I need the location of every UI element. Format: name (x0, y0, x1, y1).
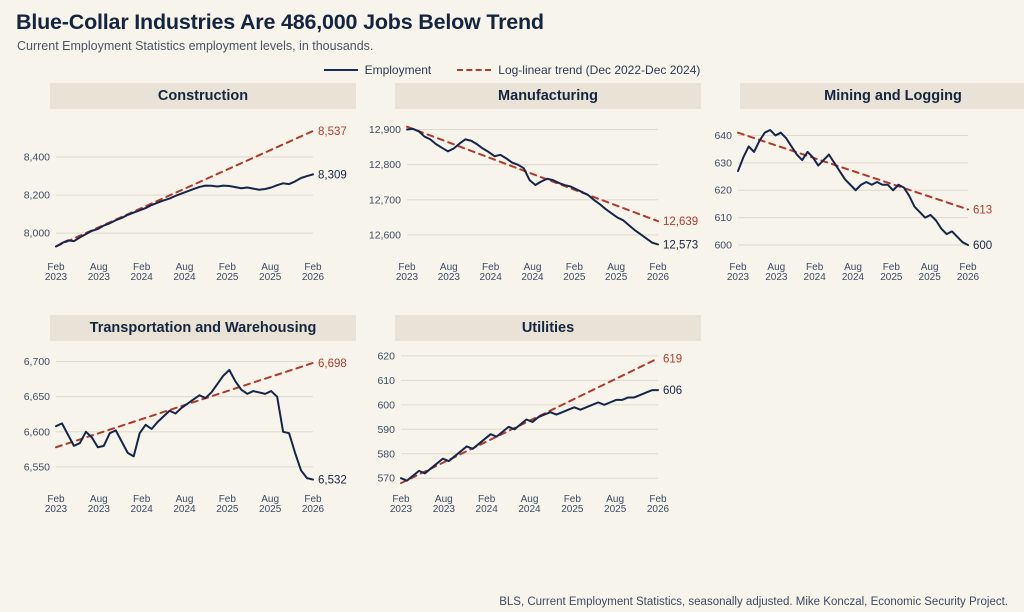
svg-text:Aug: Aug (175, 494, 194, 505)
svg-text:Aug: Aug (89, 494, 108, 505)
svg-text:610: 610 (714, 212, 732, 225)
svg-text:6,700: 6,700 (23, 356, 50, 369)
svg-text:Aug: Aug (261, 494, 280, 505)
svg-text:Feb: Feb (47, 494, 65, 505)
svg-text:590: 590 (377, 423, 395, 436)
page-title: Blue-Collar Industries Are 486,000 Jobs Below Trend (16, 10, 544, 34)
svg-text:2023: 2023 (87, 272, 110, 283)
svg-text:Aug: Aug (607, 262, 626, 273)
legend-item-trend (457, 63, 700, 77)
svg-text:2023: 2023 (726, 272, 750, 283)
svg-text:640: 640 (714, 129, 732, 142)
svg-text:Aug: Aug (767, 262, 786, 273)
panel-title-mining-and-logging: Mining and Logging (740, 83, 1024, 109)
svg-text:Feb: Feb (218, 494, 236, 505)
svg-text:2025: 2025 (880, 272, 903, 283)
svg-text:2025: 2025 (561, 504, 584, 515)
svg-text:2023: 2023 (87, 504, 110, 515)
svg-text:8,000: 8,000 (23, 227, 50, 240)
source-note: BLS, Current Employment Statistics, seasonally adjusted. Mike Konczal, Economic Security Project. (499, 596, 1008, 608)
svg-text:2024: 2024 (130, 272, 153, 283)
svg-text:6,600: 6,600 (23, 426, 50, 439)
svg-text:8,200: 8,200 (23, 189, 50, 202)
svg-text:Aug: Aug (520, 494, 539, 505)
svg-text:630: 630 (714, 157, 732, 170)
svg-text:Aug: Aug (175, 262, 194, 273)
svg-text:12,639: 12,639 (663, 216, 699, 229)
svg-text:Feb: Feb (47, 262, 65, 273)
svg-text:Feb: Feb (478, 494, 496, 505)
svg-text:2024: 2024 (475, 504, 498, 515)
panel-title-transportation-and-warehousing: Transportation and Warehousing (50, 315, 356, 341)
panel-utilities (359, 315, 704, 565)
svg-text:Feb: Feb (218, 262, 236, 273)
svg-text:2026: 2026 (301, 272, 325, 283)
svg-text:2025: 2025 (918, 272, 941, 283)
plot-transportation-and-warehousing (14, 343, 359, 518)
svg-text:600: 600 (973, 240, 993, 253)
svg-text:12,800: 12,800 (368, 159, 401, 172)
svg-text:580: 580 (377, 448, 395, 461)
svg-text:12,700: 12,700 (368, 194, 401, 207)
svg-text:2024: 2024 (803, 272, 826, 283)
svg-text:2026: 2026 (956, 272, 980, 283)
svg-text:Feb: Feb (304, 262, 322, 273)
svg-text:2023: 2023 (389, 504, 413, 515)
svg-text:Feb: Feb (133, 262, 151, 273)
svg-text:12,600: 12,600 (368, 229, 401, 242)
svg-text:2026: 2026 (646, 272, 670, 283)
svg-text:2025: 2025 (216, 504, 239, 515)
legend-item-employment (324, 63, 432, 77)
svg-text:570: 570 (377, 472, 395, 485)
svg-text:600: 600 (377, 399, 395, 412)
svg-text:2024: 2024 (841, 272, 865, 283)
chart-grid (14, 83, 1010, 565)
svg-text:Aug: Aug (920, 262, 939, 273)
svg-text:2025: 2025 (563, 272, 586, 283)
svg-text:Feb: Feb (398, 262, 416, 273)
panel-title-manufacturing: Manufacturing (395, 83, 701, 109)
svg-text:Aug: Aug (89, 262, 108, 273)
svg-text:Aug: Aug (439, 262, 458, 273)
svg-text:Feb: Feb (806, 262, 824, 273)
svg-text:606: 606 (663, 385, 683, 398)
svg-text:6,532: 6,532 (318, 474, 347, 487)
svg-text:600: 600 (714, 239, 732, 252)
svg-text:2024: 2024 (521, 272, 544, 283)
svg-text:2026: 2026 (301, 504, 325, 515)
svg-text:2025: 2025 (605, 272, 628, 283)
svg-text:8,309: 8,309 (318, 169, 347, 182)
svg-text:Aug: Aug (523, 262, 542, 273)
svg-text:Feb: Feb (304, 494, 322, 505)
svg-text:2026: 2026 (646, 504, 670, 515)
svg-text:2023: 2023 (432, 504, 455, 515)
svg-text:Feb: Feb (649, 262, 667, 273)
panel-transportation-and-warehousing (14, 315, 359, 565)
svg-text:Feb: Feb (649, 494, 667, 505)
svg-text:Aug: Aug (261, 262, 280, 273)
svg-text:613: 613 (973, 204, 993, 217)
panel-title-construction: Construction (50, 83, 356, 109)
panel-construction (14, 83, 359, 315)
plot-construction (14, 111, 359, 286)
svg-text:12,573: 12,573 (663, 239, 699, 252)
svg-text:610: 610 (377, 374, 395, 387)
plot-utilities (359, 343, 704, 518)
svg-text:Aug: Aug (434, 494, 453, 505)
svg-text:620: 620 (377, 350, 395, 363)
svg-text:Feb: Feb (729, 262, 747, 273)
svg-text:2025: 2025 (216, 272, 239, 283)
svg-text:2025: 2025 (259, 504, 282, 515)
svg-text:620: 620 (714, 184, 732, 197)
svg-text:2024: 2024 (479, 272, 502, 283)
svg-text:Feb: Feb (482, 262, 500, 273)
legend-label-trend: Log-linear trend (Dec 2022-Dec 2024) (498, 63, 701, 77)
panel-manufacturing (359, 83, 704, 315)
svg-text:Feb: Feb (133, 494, 151, 505)
svg-text:2024: 2024 (173, 504, 196, 515)
svg-text:2023: 2023 (765, 272, 788, 283)
svg-text:6,698: 6,698 (318, 357, 347, 370)
svg-text:2023: 2023 (437, 272, 460, 283)
svg-text:2024: 2024 (518, 504, 541, 515)
svg-text:Aug: Aug (844, 262, 862, 273)
plot-mining-and-logging (704, 111, 1014, 286)
svg-text:2023: 2023 (395, 272, 419, 283)
svg-text:2023: 2023 (44, 272, 68, 283)
svg-text:2025: 2025 (259, 272, 282, 283)
svg-text:Feb: Feb (882, 262, 900, 273)
svg-text:Feb: Feb (565, 262, 583, 273)
svg-text:619: 619 (663, 353, 683, 366)
svg-text:Feb: Feb (959, 262, 977, 273)
svg-text:2024: 2024 (130, 504, 153, 515)
svg-text:2025: 2025 (604, 504, 627, 515)
svg-text:Aug: Aug (606, 494, 625, 505)
plot-manufacturing (359, 111, 704, 286)
svg-text:2024: 2024 (173, 272, 196, 283)
panel-mining-and-logging (704, 83, 1014, 315)
legend-label-employment: Employment (364, 63, 432, 77)
svg-text:8,537: 8,537 (318, 125, 347, 138)
svg-text:Feb: Feb (392, 494, 410, 505)
chart-legend (14, 63, 1010, 77)
legend-swatch-solid (324, 69, 358, 71)
svg-text:2023: 2023 (44, 504, 68, 515)
panel-title-utilities: Utilities (395, 315, 701, 341)
page-subtitle: Current Employment Statistics employment levels, in thousands. (17, 39, 374, 53)
svg-text:6,550: 6,550 (23, 461, 50, 474)
svg-text:6,650: 6,650 (23, 391, 50, 404)
legend-swatch-dashed (457, 69, 491, 71)
svg-text:Feb: Feb (563, 494, 581, 505)
svg-text:8,400: 8,400 (23, 151, 50, 164)
svg-text:12,900: 12,900 (368, 124, 401, 137)
